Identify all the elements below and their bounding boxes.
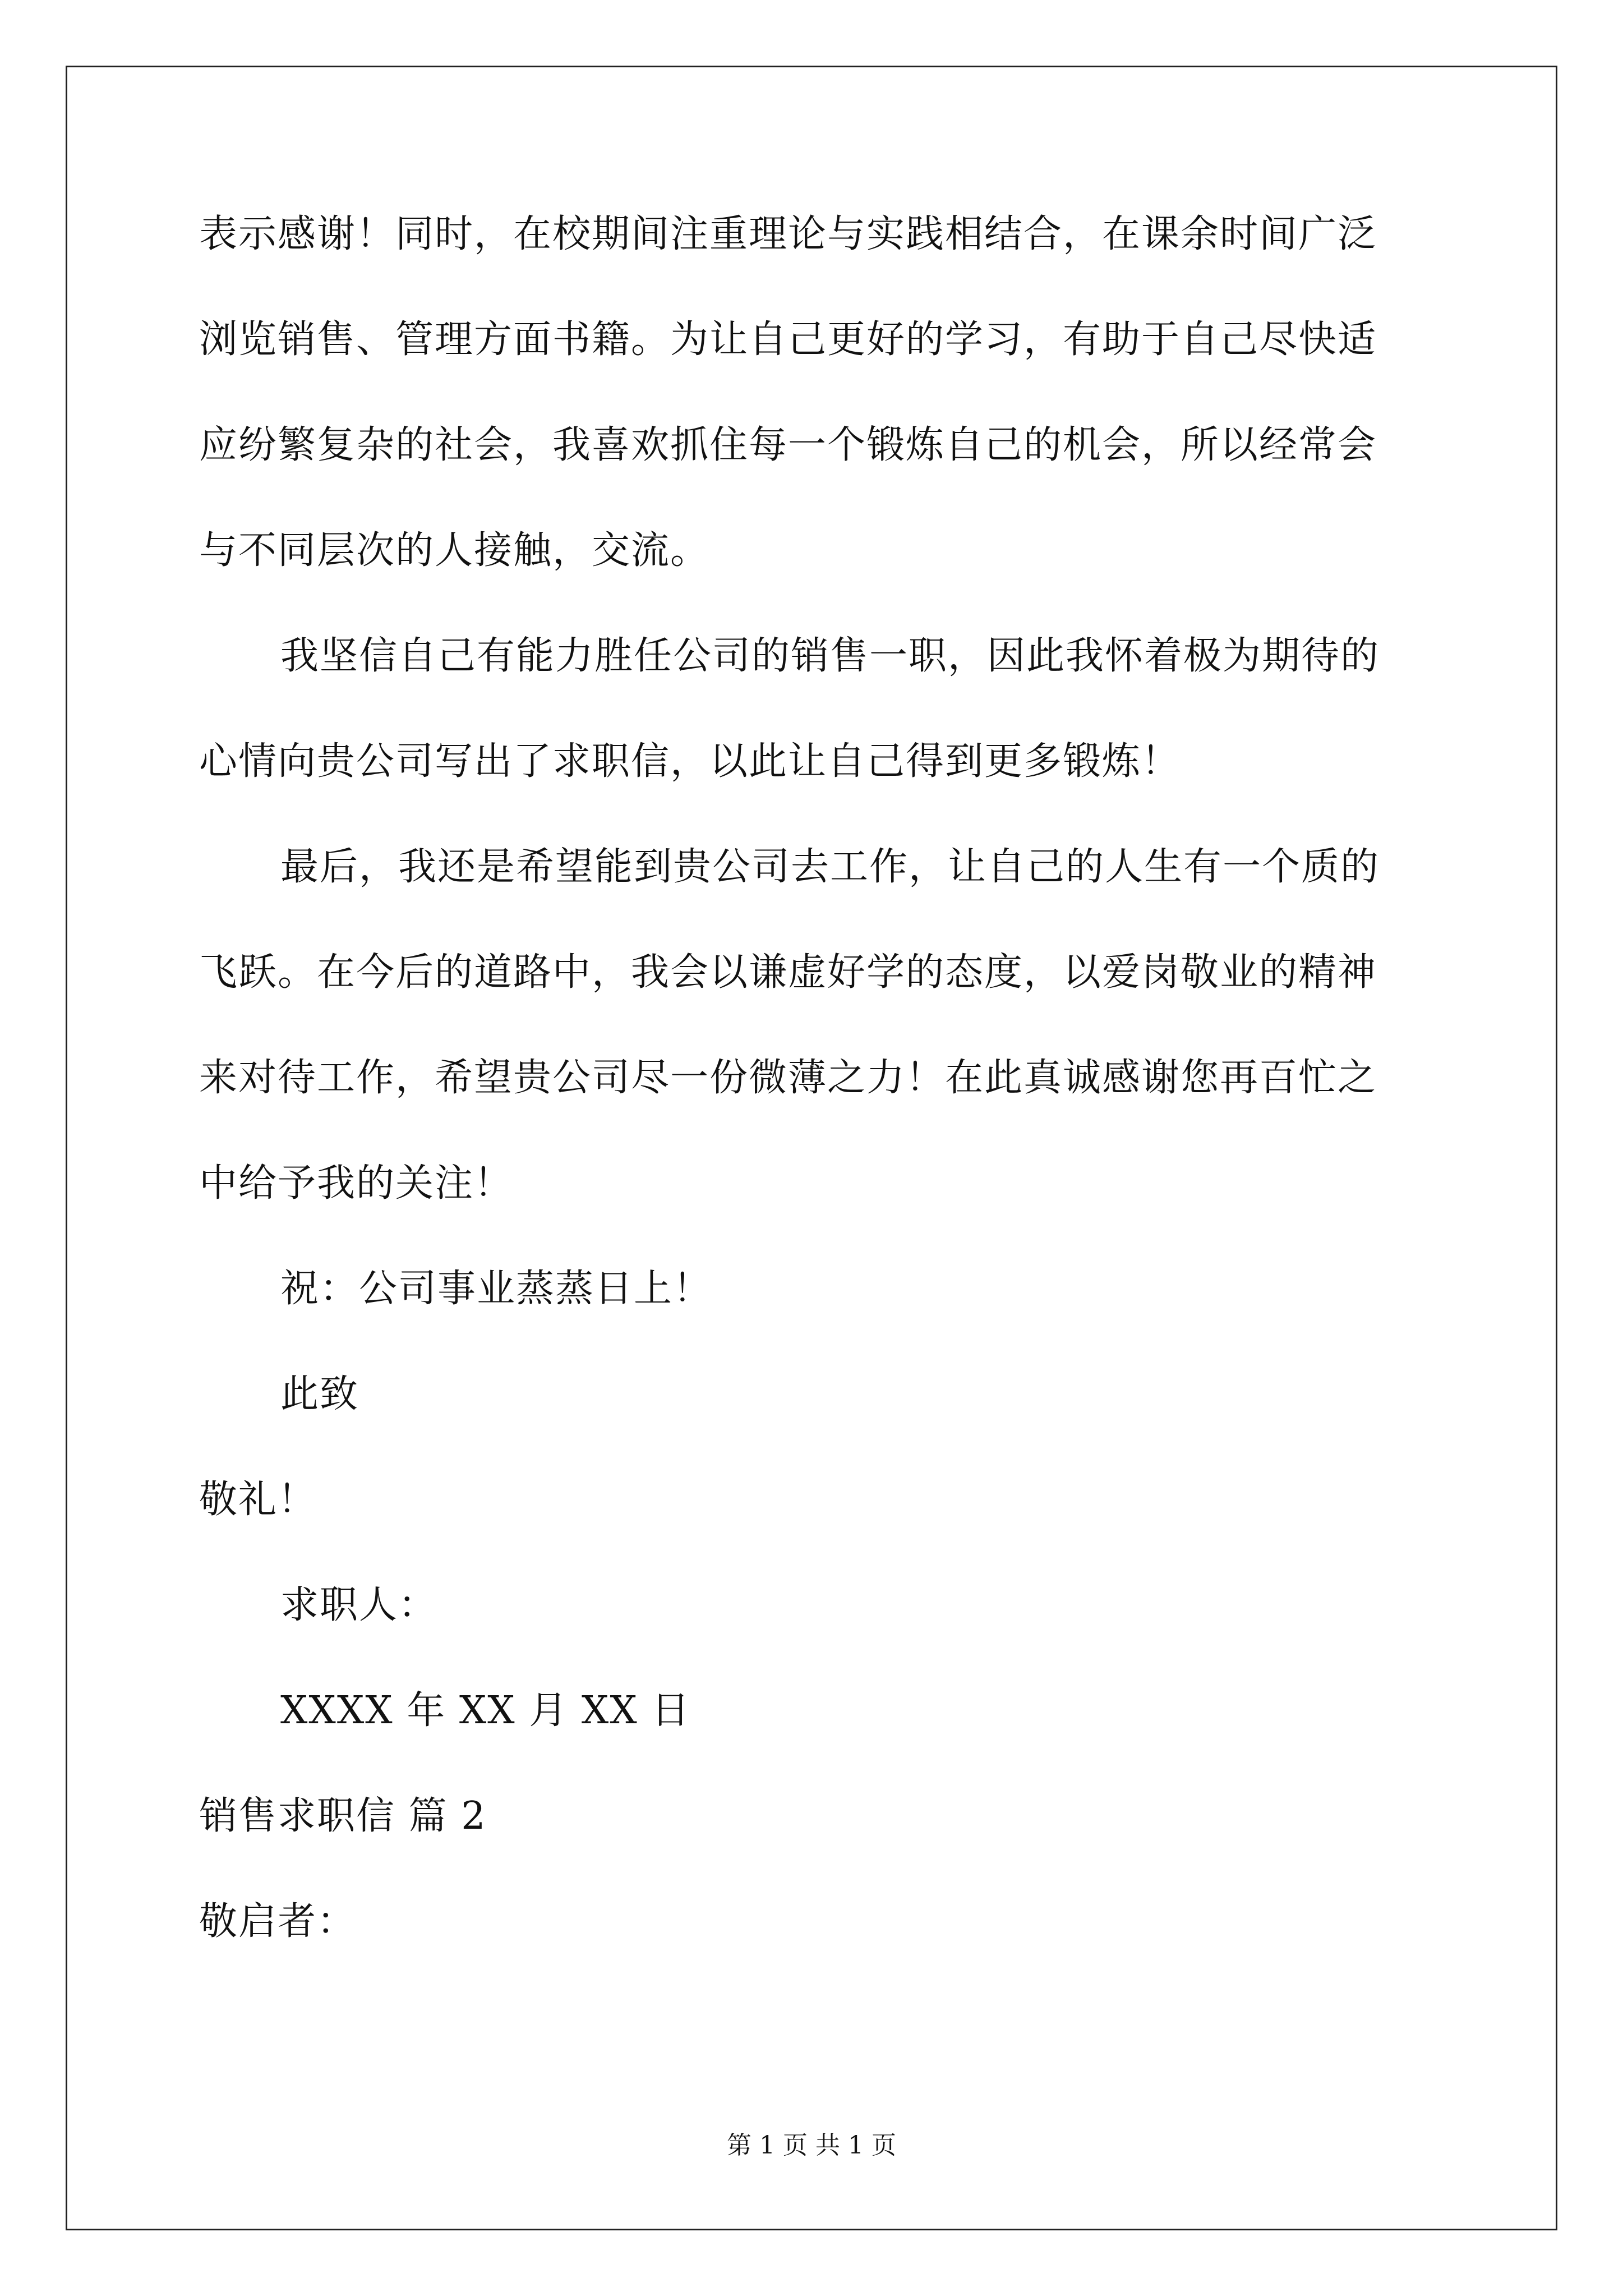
text-line: 与不同层次的人接触，交流。 <box>199 528 710 573</box>
text-line: 浏览销售、管理方面书籍。为让自己更好的学习，有助于自己尽快适 <box>199 318 1377 362</box>
text-line: 祝：公司事业蒸蒸日上！ <box>280 1267 713 1311</box>
text-line: 应纷繁复杂的社会，我喜欢抓住每一个锻炼自己的机会，所以经常会 <box>199 423 1377 467</box>
text-line: 来对待工作，希望贵公司尽一份微薄之力！在此真诚感谢您再百忙之 <box>199 1056 1377 1100</box>
text-line: 敬礼！ <box>199 1478 317 1522</box>
text-line: 此致 <box>280 1372 359 1416</box>
text-line: XXXX 年 XX 月 XX 日 <box>280 1688 691 1733</box>
section-heading: 销售求职信 篇 2 <box>199 1794 487 1838</box>
text-line: 飞跃。在今后的道路中，我会以谦虚好学的态度，以爱岗敬业的精神 <box>199 950 1377 995</box>
text-line: 最后，我还是希望能到贵公司去工作，让自己的人生有一个质的 <box>280 845 1380 889</box>
text-line: 表示感谢！同时，在校期间注重理论与实践相结合，在课余时间广泛 <box>199 212 1377 256</box>
text-line: 敬启者： <box>199 1899 357 1944</box>
text-line: 我坚信自己有能力胜任公司的销售一职，因此我怀着极为期待的 <box>280 634 1380 678</box>
page-footer: 第 1 页 共 1 页 <box>727 2131 896 2160</box>
text-line: 中给予我的关注！ <box>199 1161 514 1205</box>
text-line: 求职人： <box>280 1583 438 1627</box>
text-line: 心情向贵公司写出了求职信，以此让自己得到更多锻炼！ <box>199 739 1181 784</box>
